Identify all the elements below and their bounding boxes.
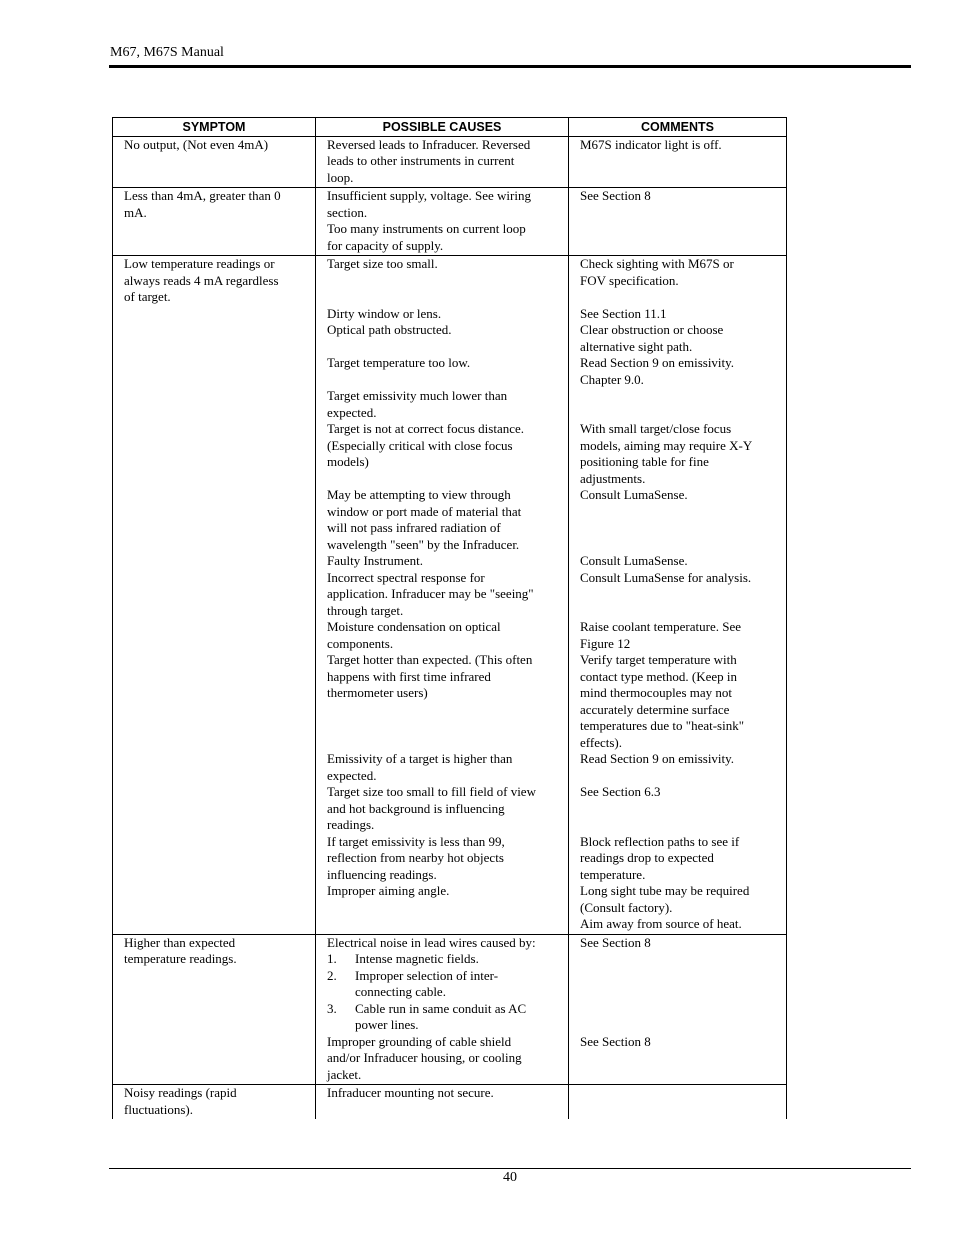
cause-line: and/or Infraducer housing, or cooling xyxy=(327,1050,522,1065)
cause-line: happens with first time infrared xyxy=(327,668,491,684)
comment-line: temperatures due to "heat-sink" xyxy=(580,718,745,733)
table-row xyxy=(113,934,787,1085)
cause-line: wavelength "seen" by the Infraducer. xyxy=(327,536,520,552)
symptom-line: temperature readings. xyxy=(124,951,237,966)
cause-line: Target temperature too low. xyxy=(327,355,471,370)
cause-line: Too many instruments on current loop xyxy=(327,221,526,236)
comment-line: Chapter 9.0. xyxy=(580,371,644,387)
comment-line: temperature. xyxy=(580,866,646,882)
cause-line: Emissivity of a target is higher than xyxy=(327,751,513,766)
comments-cell xyxy=(569,256,787,935)
cause-line: Incorrect spectral response for xyxy=(327,569,485,585)
blank-line xyxy=(327,718,558,735)
item-text: Improper selection of inter- xyxy=(355,967,499,983)
page-header-title: M67, M67S Manual xyxy=(110,45,224,60)
cause-line: through target. xyxy=(327,602,404,618)
comment-line: Consult LumaSense. xyxy=(580,487,688,502)
cause-line: expected. xyxy=(327,404,377,420)
symptom-cell xyxy=(113,188,316,256)
comment-line: models, aiming may require X-Y xyxy=(580,437,753,453)
numbered-cause-item xyxy=(327,968,558,1001)
column-header-symptom: SYMPTOM xyxy=(113,118,316,137)
blank-line xyxy=(580,1001,776,1018)
item-text: power lines. xyxy=(355,1017,419,1032)
table-body xyxy=(113,136,787,1119)
comment-line: Aim away from source of heat. xyxy=(580,916,742,931)
blank-line xyxy=(327,471,558,488)
symptom-line: Noisy readings (rapid xyxy=(124,1085,237,1100)
cause-line: Target size too small. xyxy=(327,256,438,271)
comment-line: accurately determine surface xyxy=(580,701,730,717)
comment-line: Figure 12 xyxy=(580,635,631,651)
symptom-line: Low temperature readings or xyxy=(124,256,275,271)
comment-line: readings drop to expected xyxy=(580,850,714,865)
symptom-cell xyxy=(113,1085,316,1120)
page-number: 40 xyxy=(503,1170,517,1185)
cause-line: loop. xyxy=(327,169,354,185)
comment-line: Verify target temperature with xyxy=(580,652,737,667)
header-rule xyxy=(109,65,911,68)
cause-line: models) xyxy=(327,454,369,469)
comment-line: Read Section 9 on emissivity. xyxy=(580,355,735,370)
comment-line: Read Section 9 on emissivity. xyxy=(580,751,735,766)
table-row xyxy=(113,136,787,188)
blank-line xyxy=(327,289,558,306)
cause-line: readings. xyxy=(327,817,375,832)
comments-cell xyxy=(569,934,787,1085)
item-number: 1. xyxy=(327,951,337,966)
blank-line xyxy=(580,586,776,603)
comment-line: Check sighting with M67S or xyxy=(580,256,734,271)
comment-line: Clear obstruction or choose xyxy=(580,322,724,337)
comment-line: effects). xyxy=(580,734,622,750)
comments-cell xyxy=(569,136,787,188)
cause-line: and hot background is influencing xyxy=(327,800,505,816)
blank-line xyxy=(580,968,776,985)
table-header-row xyxy=(113,118,787,137)
item-text: Cable run in same conduit as AC xyxy=(355,1000,527,1016)
table-row xyxy=(113,256,787,935)
symptom-line: Higher than expected xyxy=(124,934,236,950)
possible-causes-cell xyxy=(316,934,569,1085)
blank-line xyxy=(327,273,558,290)
cause-line: components. xyxy=(327,635,394,651)
blank-line xyxy=(580,603,776,620)
cause-line: will not pass infrared radiation of xyxy=(327,520,501,535)
comment-line: Consult LumaSense for analysis. xyxy=(580,569,752,585)
cause-line: jacket. xyxy=(327,1066,362,1082)
cause-line: expected. xyxy=(327,767,377,783)
blank-line xyxy=(580,388,776,405)
possible-causes-cell xyxy=(316,188,569,256)
cause-line: May be attempting to view through xyxy=(327,487,511,502)
blank-line xyxy=(580,984,776,1001)
comment-line: See Section 8 xyxy=(580,934,651,950)
troubleshooting-table xyxy=(112,117,787,1119)
comment-line: With small target/close focus xyxy=(580,421,732,436)
comment-line: Block reflection paths to see if xyxy=(580,833,740,849)
cause-line: Target hotter than expected. (This often xyxy=(327,652,533,667)
cause-line: Dirty window or lens. xyxy=(327,305,442,321)
table-row xyxy=(113,188,787,256)
cause-line: for capacity of supply. xyxy=(327,237,444,253)
numbered-cause-item xyxy=(327,951,558,968)
cause-line: Optical path obstructed. xyxy=(327,322,452,337)
cause-line: Infraducer mounting not secure. xyxy=(327,1085,494,1100)
symptom-line: always reads 4 mA regardless xyxy=(124,272,279,288)
footer-rule xyxy=(109,1168,911,1169)
cause-line: application. Infraducer may be "seeing" xyxy=(327,586,534,601)
possible-causes-cell xyxy=(316,256,569,935)
symptom-cell xyxy=(113,934,316,1085)
blank-line xyxy=(580,537,776,554)
comment-line: M67S indicator light is off. xyxy=(580,136,722,152)
comments-cell xyxy=(569,1085,787,1120)
comment-line: Consult LumaSense. xyxy=(580,553,688,568)
cause-line: If target emissivity is less than 99, xyxy=(327,833,505,849)
cause-line: Target emissivity much lower than xyxy=(327,388,508,403)
column-header-comments: COMMENTS xyxy=(569,118,787,137)
comment-line: (Consult factory). xyxy=(580,899,673,915)
comment-line: positioning table for fine xyxy=(580,454,709,469)
cause-line: reflection from nearby hot objects xyxy=(327,850,504,865)
cause-line: Improper grounding of cable shield xyxy=(327,1033,512,1049)
blank-line xyxy=(580,504,776,521)
item-number: 3. xyxy=(327,1000,337,1016)
blank-line xyxy=(580,1017,776,1034)
comment-line: FOV specification. xyxy=(580,272,679,288)
comment-line: See Section 6.3 xyxy=(580,784,661,799)
blank-line xyxy=(580,768,776,785)
cause-line: Faulty Instrument. xyxy=(327,553,424,568)
possible-causes-cell xyxy=(316,1085,569,1120)
blank-line xyxy=(580,951,776,968)
blank-line xyxy=(580,801,776,818)
cause-line: leads to other instruments in current xyxy=(327,153,515,168)
cause-line: Target size too small to fill field of view xyxy=(327,784,536,799)
possible-causes-cell xyxy=(316,136,569,188)
blank-line xyxy=(327,339,558,356)
blank-line xyxy=(580,520,776,537)
comment-line: See Section 8 xyxy=(580,1033,651,1049)
item-text: Intense magnetic fields. xyxy=(355,951,479,966)
cause-line: Insufficient supply, voltage. See wiring xyxy=(327,188,531,203)
comment-line: alternative sight path. xyxy=(580,338,693,354)
item-number: 2. xyxy=(327,967,337,983)
comment-line: See Section 8 xyxy=(580,188,651,203)
cause-line: (Especially critical with close focus xyxy=(327,437,513,453)
cause-line: influencing readings. xyxy=(327,866,437,882)
blank-line xyxy=(580,405,776,422)
cause-line: thermometer users) xyxy=(327,685,428,700)
comments-cell xyxy=(569,188,787,256)
symptom-line: fluctuations). xyxy=(124,1101,193,1117)
cause-line: section. xyxy=(327,204,368,220)
symptom-line: Less than 4mA, greater than 0 xyxy=(124,188,281,203)
item-text: connecting cable. xyxy=(355,984,446,999)
cause-line: Electrical noise in lead wires caused by: xyxy=(327,934,536,950)
column-header-possible-causes: POSSIBLE CAUSES xyxy=(316,118,569,137)
comment-line: adjustments. xyxy=(580,470,646,486)
blank-line xyxy=(327,372,558,389)
comment-line: Raise coolant temperature. See xyxy=(580,619,741,634)
cause-line: Reversed leads to Infraducer. Reversed xyxy=(327,136,531,152)
comment-line: mind thermocouples may not xyxy=(580,685,733,700)
cause-line: Moisture condensation on optical xyxy=(327,619,501,634)
blank-line xyxy=(580,817,776,834)
blank-line xyxy=(580,289,776,306)
comment-line: contact type method. (Keep in xyxy=(580,668,738,684)
blank-line xyxy=(327,735,558,752)
table-row xyxy=(113,1085,787,1120)
blank-line xyxy=(327,702,558,719)
symptom-line: of target. xyxy=(124,289,171,304)
symptom-line: mA. xyxy=(124,204,147,220)
comment-line: See Section 11.1 xyxy=(580,305,667,321)
numbered-cause-item xyxy=(327,1001,558,1034)
cause-line: Improper aiming angle. xyxy=(327,883,450,898)
comment-line: Long sight tube may be required xyxy=(580,883,750,898)
symptom-line: No output, (Not even 4mA) xyxy=(124,136,269,152)
cause-line: Target is not at correct focus distance. xyxy=(327,421,525,436)
symptom-cell xyxy=(113,256,316,935)
cause-line: window or port made of material that xyxy=(327,503,522,519)
symptom-cell xyxy=(113,136,316,188)
